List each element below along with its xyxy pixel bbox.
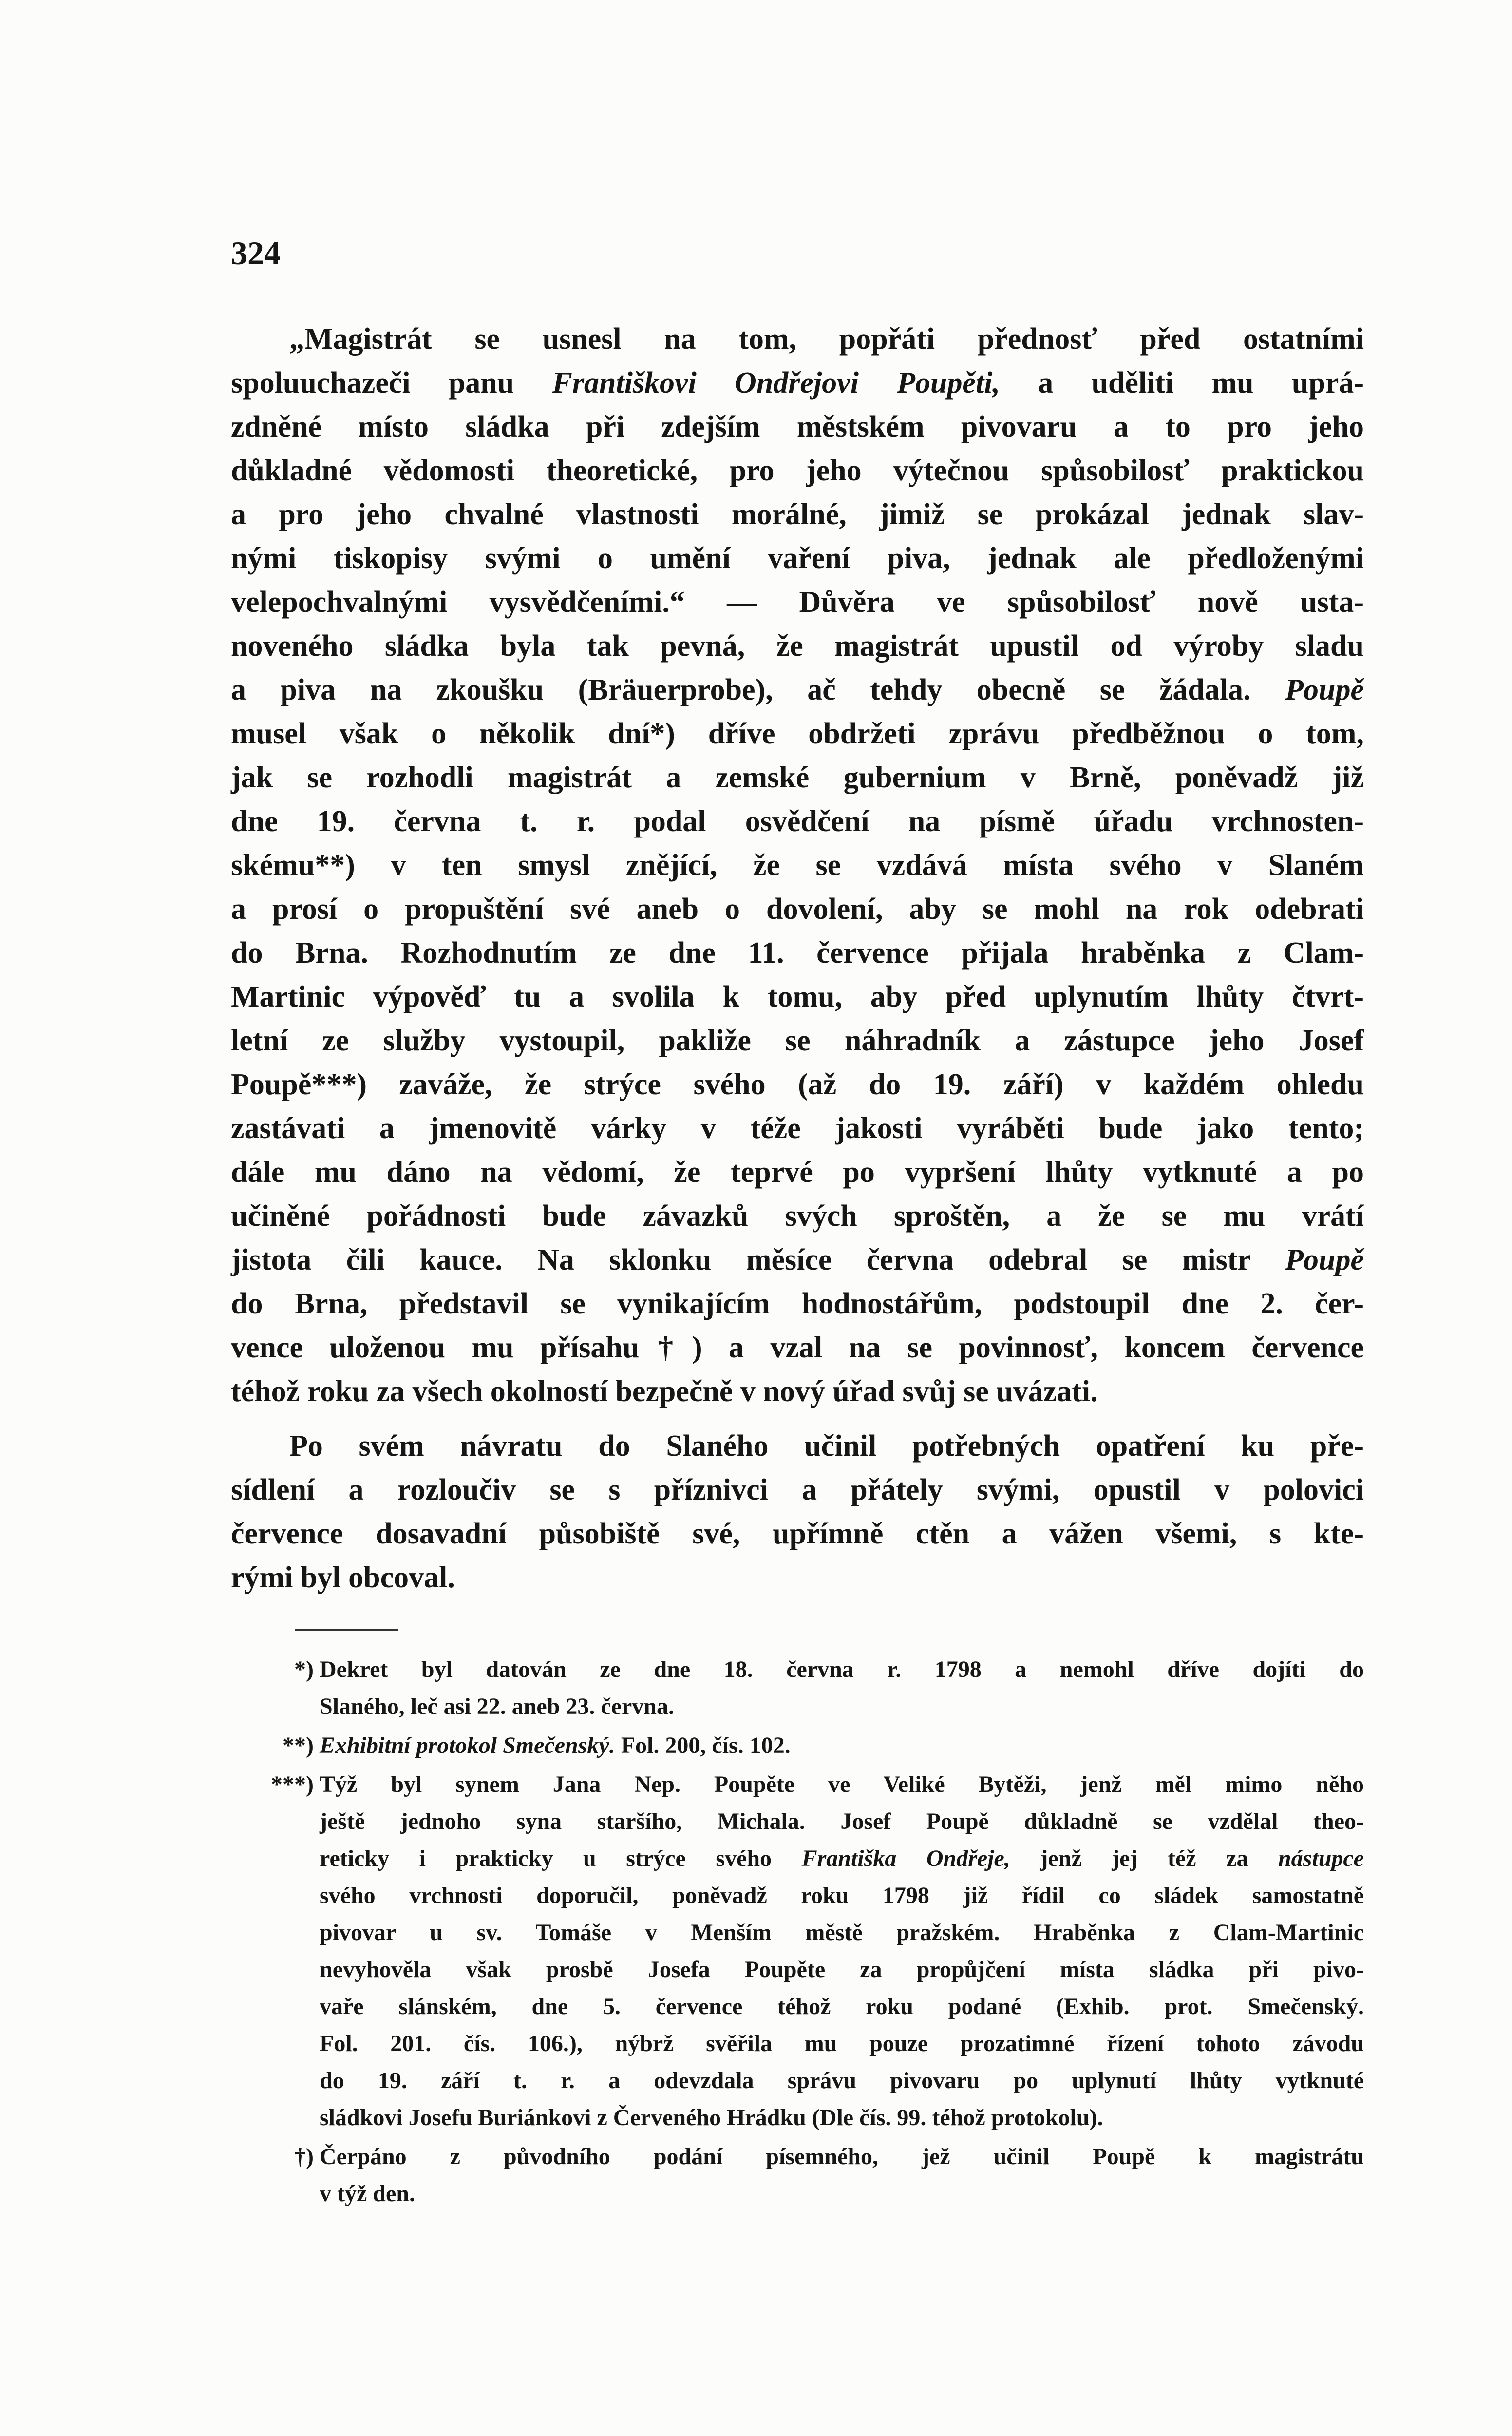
footnote bbox=[231, 1766, 1364, 2136]
text-line bbox=[320, 1877, 1364, 1914]
text-line bbox=[231, 1556, 1364, 1599]
text-segment: téhož roku za všech okolností bezpečně v nový úřad svůj se uvázati. bbox=[231, 1375, 1098, 1408]
text-segment: učiněné pořádnosti bude závazků svých sproštěn, a že se mu vrátí bbox=[231, 1199, 1364, 1233]
text-segment: a uděliti mu uprá- bbox=[1000, 366, 1364, 400]
text-line bbox=[231, 1150, 1364, 1194]
text-line bbox=[231, 1370, 1364, 1413]
text-segment: do Brna. Rozhodnutím ze dne 11. července přijala hraběnka z Clam- bbox=[231, 936, 1364, 970]
text-segment: jistota čili kauce. Na sklonku měsíce června odebral se mistr bbox=[231, 1243, 1285, 1276]
text-line bbox=[231, 317, 1364, 361]
text-segment: do 19. září t. r. a odevzdala správu pivovaru po uplynutí lhůty vytknuté bbox=[320, 2068, 1364, 2093]
text-segment: Čerpáno z původního podání písemného, jež učinil Poupě k magistrátu bbox=[320, 2144, 1364, 2170]
text-line bbox=[231, 843, 1364, 887]
text-segment: dále mu dáno na vědomí, že teprvé po vypršení lhůty vytknuté a po bbox=[231, 1156, 1364, 1189]
text-line bbox=[231, 493, 1364, 536]
text-segment: zastávati a jmenovitě várky v téže jakosti vyráběti bude jako tento; bbox=[231, 1112, 1364, 1145]
text-line bbox=[320, 1727, 1364, 1764]
main-text bbox=[231, 317, 1364, 1610]
text-line bbox=[320, 2099, 1364, 2136]
footnote bbox=[231, 1727, 1364, 1764]
text-line bbox=[320, 2062, 1364, 2099]
footnote-marker: ***) bbox=[271, 1771, 314, 1797]
text-line bbox=[231, 1512, 1364, 1556]
text-segment: Slaného, leč asi 22. aneb 23. června. bbox=[320, 1694, 674, 1719]
text-line bbox=[231, 405, 1364, 449]
text-segment: a piva na zkoušku (Bräuerprobe), ač tehdy obecně se žádala. bbox=[231, 673, 1285, 706]
text-segment: rými byl obcoval. bbox=[231, 1561, 455, 1594]
text-line bbox=[231, 1019, 1364, 1063]
text-line bbox=[320, 1651, 1364, 1688]
text-segment: nými tiskopisy svými o umění vaření piva, jednak ale předloženými bbox=[231, 542, 1364, 575]
text-segment: velepochvalnými vysvědčeními.“ — Důvěra ve spůsobilosť nově usta- bbox=[231, 586, 1364, 619]
text-line bbox=[320, 2025, 1364, 2062]
text-segment: noveného sládka byla tak pevná, že magistrát upustil od výroby sladu bbox=[231, 629, 1364, 663]
text-segment: jak se rozhodli magistrát a zemské gubernium v Brně, poněvadž již bbox=[231, 761, 1364, 794]
footnote-marker: **) bbox=[283, 1732, 314, 1758]
text-segment: vence uloženou mu přísahu†) a vzal na se povinnosť, koncem července bbox=[231, 1331, 1364, 1364]
text-line bbox=[231, 361, 1364, 405]
text-line bbox=[231, 449, 1364, 493]
text-line bbox=[231, 536, 1364, 580]
text-line bbox=[231, 975, 1364, 1019]
text-line bbox=[231, 1468, 1364, 1512]
footnote bbox=[231, 1651, 1364, 1725]
italic-text: Exhibitní protokol Smečenský. bbox=[320, 1732, 615, 1758]
text-line bbox=[231, 668, 1364, 712]
text-line bbox=[320, 1766, 1364, 1803]
text-line bbox=[320, 1951, 1364, 1988]
text-line bbox=[231, 1326, 1364, 1370]
paragraph bbox=[231, 1424, 1364, 1599]
text-segment: Martinic výpověď tu a svolila k tomu, aby před uplynutím lhůty čtvrt- bbox=[231, 980, 1364, 1013]
text-segment: vaře slánském, dne 5. července téhož roku podané (Exhib. prot. Smečenský. bbox=[320, 1994, 1364, 2019]
text-line bbox=[231, 1282, 1364, 1326]
text-line bbox=[320, 1914, 1364, 1951]
footnote-divider bbox=[295, 1629, 398, 1631]
footnotes bbox=[231, 1651, 1364, 2214]
text-line bbox=[320, 2175, 1364, 2212]
italic-text: Poupě bbox=[1285, 1243, 1364, 1276]
text-line bbox=[231, 1106, 1364, 1150]
text-line bbox=[231, 799, 1364, 843]
text-line bbox=[231, 624, 1364, 668]
text-segment: pivovar u sv. Tomáše v Menším městě pražském. Hraběnka z Clam-Martinic bbox=[320, 1920, 1364, 1945]
text-segment: dne 19. června t. r. podal osvědčení na písmě úřadu vrchnosten- bbox=[231, 805, 1364, 838]
text-segment: sídlení a rozloučiv se s příznivci a přátely svými, opustil v polovici bbox=[231, 1473, 1364, 1506]
text-segment: Fol. 201. čís. 106.), nýbrž svěřila mu pouze prozatimné řízení tohoto závodu bbox=[320, 2031, 1364, 2056]
text-line bbox=[231, 887, 1364, 931]
paragraph bbox=[231, 317, 1364, 1413]
text-segment: Po svém návratu do Slaného učinil potřebných opatření ku pře- bbox=[289, 1429, 1364, 1463]
text-segment: zdněné místo sládka při zdejším městském pivovaru a to pro jeho bbox=[231, 410, 1364, 443]
text-segment: ještě jednoho syna staršího, Michala. Josef Poupě důkladně se vzdělal theo- bbox=[320, 1808, 1364, 1834]
text-segment: Fol. 200, čís. 102. bbox=[615, 1732, 791, 1758]
text-line bbox=[231, 1063, 1364, 1106]
text-line bbox=[320, 2138, 1364, 2175]
text-line bbox=[231, 1238, 1364, 1282]
text-segment: musel však o několik dní*) dříve obdržeti zprávu předběžnou o tom, bbox=[231, 717, 1364, 750]
text-segment: skému**) v ten smysl znějící, že se vzdává místa svého v Slaném bbox=[231, 849, 1364, 882]
text-line bbox=[320, 1688, 1364, 1725]
text-segment: července dosavadní působiště své, upřímně ctěn a vážen všemi, s kte- bbox=[231, 1517, 1364, 1550]
text-line bbox=[320, 1840, 1364, 1877]
footnote bbox=[231, 2138, 1364, 2212]
text-segment: a prosí o propuštění své aneb o dovolení, aby se mohl na rok odebrati bbox=[231, 893, 1364, 926]
text-segment: sládkovi Josefu Buriánkovi z Červeného Hrádku (Dle čís. 99. téhož protokolu). bbox=[320, 2105, 1103, 2131]
text-segment: svého vrchnosti doporučil, poněvadž roku 1798 již řídil co sládek samostatně bbox=[320, 1883, 1364, 1908]
text-segment: důkladné vědomosti theoretické, pro jeho výtečnou spůsobilosť praktickou bbox=[231, 454, 1364, 487]
footnote-marker: *) bbox=[294, 1656, 314, 1682]
text-line bbox=[231, 756, 1364, 799]
text-segment: jenž jej též za bbox=[1010, 1846, 1278, 1871]
italic-text: Františkovi Ondřejovi Poupěti, bbox=[552, 366, 1000, 400]
text-segment: v týž den. bbox=[320, 2181, 415, 2207]
text-line bbox=[231, 1424, 1364, 1468]
text-line bbox=[231, 931, 1364, 975]
text-line bbox=[231, 1194, 1364, 1238]
italic-text: Františka Ondřeje, bbox=[801, 1846, 1010, 1871]
text-segment: letní ze služby vystoupil, pakliže se náhradník a zástupce jeho Josef bbox=[231, 1024, 1364, 1057]
italic-text: nástupce bbox=[1278, 1846, 1364, 1871]
text-line bbox=[320, 1988, 1364, 2025]
footnote-marker: †) bbox=[294, 2144, 314, 2170]
text-line bbox=[231, 712, 1364, 756]
page-number: 324 bbox=[231, 234, 281, 271]
text-line bbox=[231, 580, 1364, 624]
italic-text: Poupě bbox=[1285, 673, 1364, 706]
text-segment: reticky i prakticky u strýce svého bbox=[320, 1846, 802, 1871]
text-segment: spoluuchazeči panu bbox=[231, 366, 552, 400]
text-segment: a pro jeho chvalné vlastnosti morálné, jimiž se prokázal jednak slav- bbox=[231, 498, 1364, 531]
text-segment: Poupě***) zaváže, že strýce svého (až do 19. září) v každém ohledu bbox=[231, 1068, 1364, 1101]
text-segment: Týž byl synem Jana Nep. Poupěte ve Veliké Bytěži, jenž měl mimo něho bbox=[320, 1771, 1364, 1797]
text-line bbox=[320, 1803, 1364, 1840]
text-segment: nevyhověla však prosbě Josefa Poupěte za propůjčení místa sládka při pivo- bbox=[320, 1957, 1364, 1982]
text-segment: „Magistrát se usnesl na tom, popřáti přednosť před ostatními bbox=[289, 323, 1364, 356]
text-segment: Dekret byl datován ze dne 18. června r. 1798 a nemohl dříve dojíti do bbox=[320, 1656, 1364, 1682]
text-segment: do Brna, představil se vynikajícím hodnostářům, podstoupil dne 2. čer- bbox=[231, 1287, 1364, 1320]
